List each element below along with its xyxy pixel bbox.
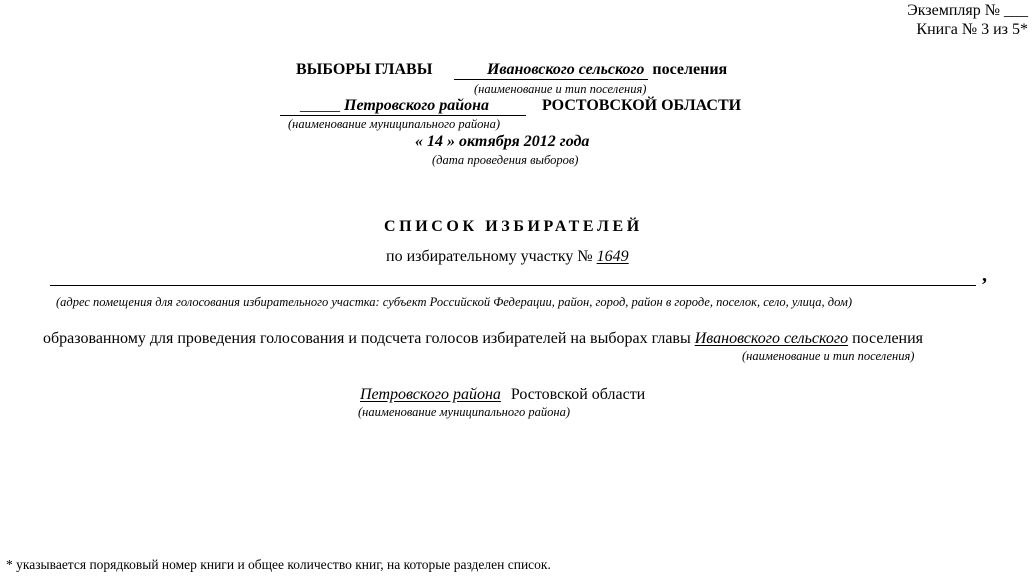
formed-line: [43, 330, 923, 348]
address-comma: ,: [982, 264, 987, 286]
formed-caption: (наименование и тип поселения): [742, 349, 915, 363]
region-name: РОСТОВСКОЙ ОБЛАСТИ: [542, 97, 742, 114]
settlement-caption: (наименование и тип поселения): [474, 82, 647, 96]
list-title: СПИСОК ИЗБИРАТЕЛЕЙ: [384, 218, 643, 235]
precinct-prefix: по избирательному участку №: [386, 248, 593, 265]
date-caption: (дата проведения выборов): [432, 153, 579, 167]
book-number: Книга № 3 из 5*: [916, 21, 1028, 38]
header-line-2: [280, 97, 741, 116]
elections-of-head: ВЫБОРЫ ГЛАВЫ: [296, 61, 433, 78]
precinct-number: 1649: [596, 248, 629, 265]
formed-settlement: Ивановского сельского: [694, 330, 849, 347]
copy-blank: ___: [1004, 2, 1028, 19]
footnote: * указывается порядковый номер книги и общее количество книг, на которые разделен список.: [6, 557, 551, 572]
address-caption: (адрес помещения для голосования избирательного участка: субъект Российской Федерации, район, город, район в городе, поселок, село, улица, дом): [56, 295, 852, 309]
district-prefix: _____: [300, 97, 340, 114]
list-region: Ростовской области: [510, 386, 646, 403]
header-line-1: [296, 61, 727, 80]
list-district-caption: (наименование муниципального района): [358, 405, 570, 419]
election-date: « 14 » октября 2012 года: [415, 133, 590, 150]
settlement-field: [454, 61, 648, 80]
precinct-line: [386, 248, 629, 266]
settlement-word: поселения: [652, 61, 728, 78]
address-line: [50, 285, 976, 286]
copy-label: Экземпляр №: [907, 2, 1000, 19]
copy-number-line: [907, 2, 1028, 20]
district-line: [360, 386, 645, 404]
district-name: Петровского района: [344, 97, 490, 114]
district-caption: (наименование муниципального района): [288, 117, 500, 131]
district-field: [280, 97, 526, 116]
formed-text: образованному для проведения голосования и подсчета голосов избирателей на выборах главы: [43, 330, 691, 347]
list-district-name: Петровского района: [360, 386, 501, 403]
formed-settlement-word: поселения: [852, 330, 924, 347]
settlement-name: Ивановского сельского: [486, 61, 645, 78]
